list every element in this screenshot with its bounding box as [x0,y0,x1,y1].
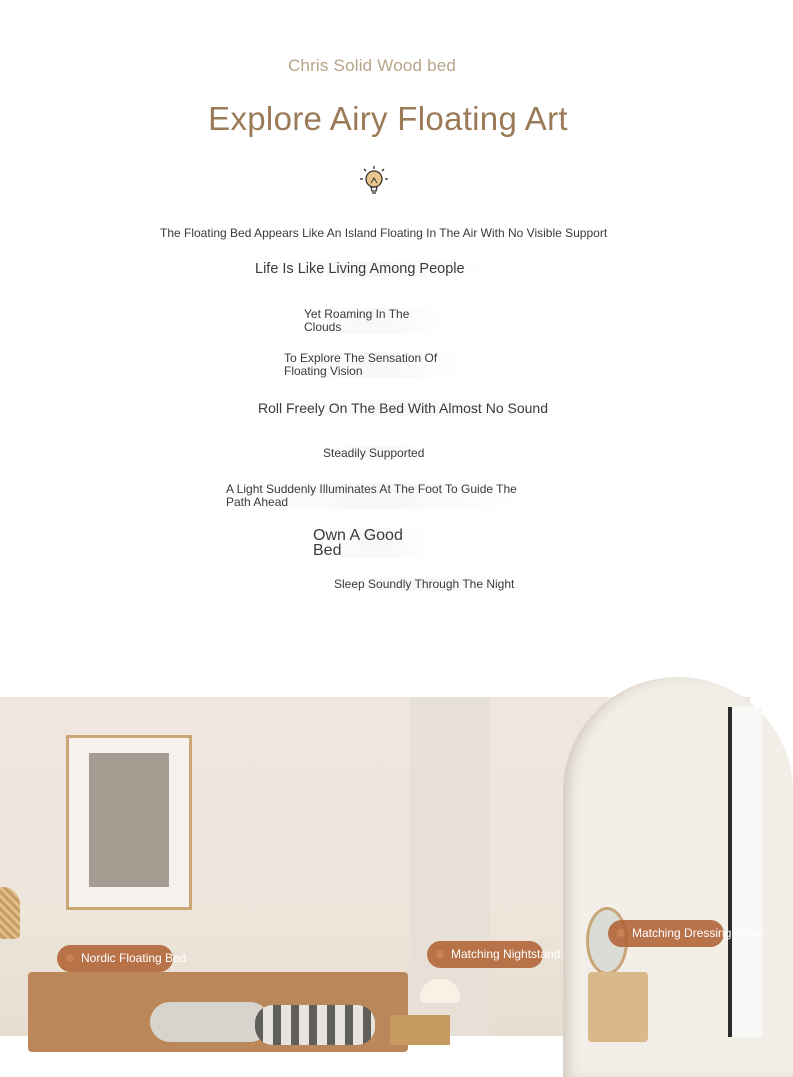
intro-line: Yet Roaming In The Clouds [304,308,444,334]
intro-line: Roll Freely On The Bed With Almost No Sound [258,400,558,416]
tag-dot-icon [617,929,625,937]
intro-line: A Light Suddenly Illuminates At The Foot To Guide The Path Ahead [226,483,526,509]
striped-pillow [255,1005,375,1045]
tag-dot-icon [436,950,444,958]
nightstand [390,1015,450,1045]
tag-label: Matching Dressing Table [632,926,764,940]
window [728,707,762,1037]
intro-line: Own A Good Bed [313,528,433,558]
page-title: Explore Airy Floating Art [208,100,568,137]
intro-line: Life Is Like Living Among People [255,261,490,277]
wall-art-frame [66,735,192,910]
tag-matching-nightstand[interactable] [427,941,561,968]
tag-label: Matching Nightstand [451,947,561,961]
intro-line: The Floating Bed Appears Like An Island Floating In The Air With No Visible Support [160,226,608,240]
lightbulb-icon [360,166,388,198]
pillow [150,1002,270,1042]
intro-line: Sleep Soundly Through The Night [334,577,519,591]
intro-line: Steadily Supported [323,446,433,460]
intro-line: To Explore The Sensation Of Floating Vision [284,352,464,378]
table-lamp [420,979,460,1003]
bedroom-photo [0,697,764,1036]
rattan-lamp [0,887,20,939]
dressing-table [588,972,648,1042]
product-subtitle: Chris Solid Wood bed [287,56,457,75]
tag-dot-icon [66,954,74,962]
tag-matching-dressing-table[interactable] [608,920,764,947]
tag-nordic-floating-bed[interactable] [57,945,187,972]
tag-label: Nordic Floating Bed [81,951,187,965]
